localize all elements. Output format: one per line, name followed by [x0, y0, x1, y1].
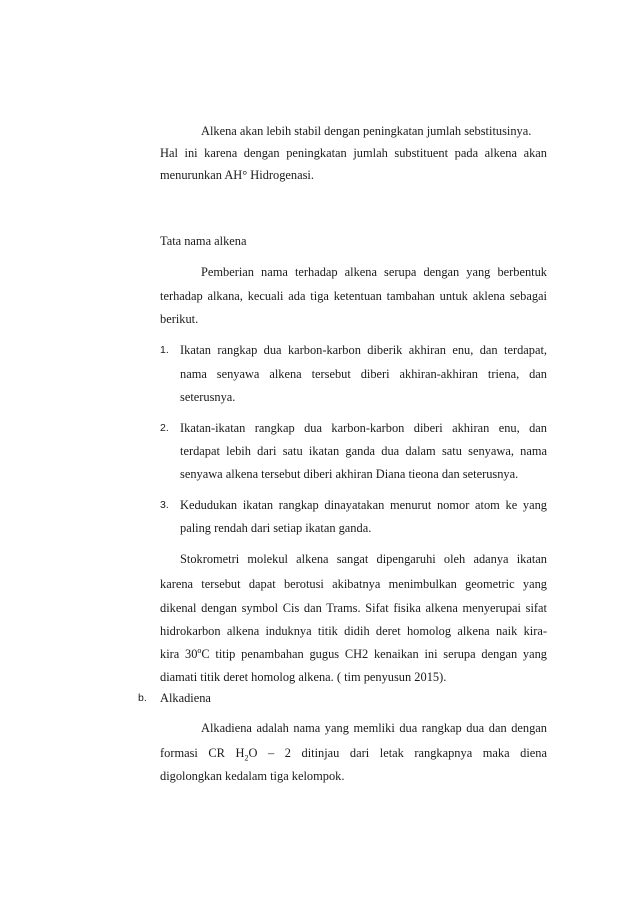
list-item-1-line-3: seterusnya. [180, 390, 236, 404]
degree-superscript: o [197, 645, 202, 655]
paragraph-1-line-3: menurunkan AH° Hidrogenasi. [160, 168, 314, 182]
paragraph-4-line-1: Alkadiena adalah nama yang memliki dua rangkap dua dan dengan [201, 721, 547, 735]
paragraph-3-line-3: dikenal dengan symbol Cis dan Trams. Sifat fisika alkena menyerupai sifat [160, 601, 547, 615]
section-heading-tata-nama: Tata nama alkena [160, 234, 247, 248]
paragraph-3-line-5 [160, 646, 547, 662]
formula-prefix: formasi CR H [160, 746, 245, 760]
list-item-3-line-1: Kedudukan ikatan rangkap dinayatakan menurut nomor atom ke yang [180, 498, 547, 512]
paragraph-1-line-1: Alkena akan lebih stabil dengan peningkatan jumlah sebstitusinya. [201, 124, 532, 138]
list-item-1-line-2: nama senyawa alkena tersebut diberi akhiran-akhiran triena, dan [180, 367, 547, 381]
list-item-2-line-2: terdapat lebih dari satu ikatan ganda dua dalam satu senyawa, nama [180, 444, 547, 458]
paragraph-2-line-1: Pemberian nama terhadap alkena serupa dengan yang berbentuk [201, 265, 547, 279]
list-number-2: 2. [160, 422, 169, 434]
list-number-3: 3. [160, 499, 169, 511]
section-b-title: Alkadiena [160, 691, 211, 705]
list-number-1: 1. [160, 344, 169, 356]
paragraph-2-line-3: berikut. [160, 312, 199, 326]
paragraph-3-line-4: hidrokarbon alkena induknya titik didih deret homolog alkena naik kira- [160, 624, 547, 638]
list-item-1-line-1: Ikatan rangkap dua karbon-karbon diberik akhiran enu, dan terdapat, [180, 343, 547, 357]
paragraph-2-line-2: terhadap alkana, kecuali ada tiga ketentuan tambahan untuk aklena sebagai [160, 289, 547, 303]
paragraph-4-line-2-rest: O – 2 ditinjau dari letak rangkapnya maka diena [248, 746, 547, 760]
list-item-2-line-3: senyawa alkena tersebut diberi akhiran Diana tieona dan seterusnya. [180, 467, 519, 481]
temperature-value: kira 30 [160, 647, 198, 661]
paragraph-4-line-2 [160, 745, 547, 761]
paragraph-4-line-3: digolongkan kedalam tiga kelompok. [160, 769, 345, 783]
paragraph-3-line-1: Stokrometri molekul alkena sangat dipengaruhi oleh adanya ikatan [180, 552, 547, 566]
paragraph-3-line-2: karena tersebut dapat berotusi akibatnya menimbulkan geometric yang [160, 577, 547, 591]
list-item-3-line-2: paling rendah dari setiap ikatan ganda. [180, 521, 372, 535]
section-b-label: b. [138, 692, 147, 704]
paragraph-1-line-2: Hal ini karena dengan peningkatan jumlah substituent pada alkena akan [160, 146, 547, 160]
paragraph-3-line-5-rest: C titip penambahan gugus CH2 kenaikan ini serupa dengan yang [201, 647, 547, 661]
paragraph-3-line-6: diamati titik deret homolog alkena. ( tim penyusun 2015). [160, 670, 447, 684]
formula-subscript: 2 [244, 753, 249, 763]
list-item-2-line-1: Ikatan-ikatan rangkap dua karbon-karbon diberi akhiran enu, dan [180, 421, 547, 435]
